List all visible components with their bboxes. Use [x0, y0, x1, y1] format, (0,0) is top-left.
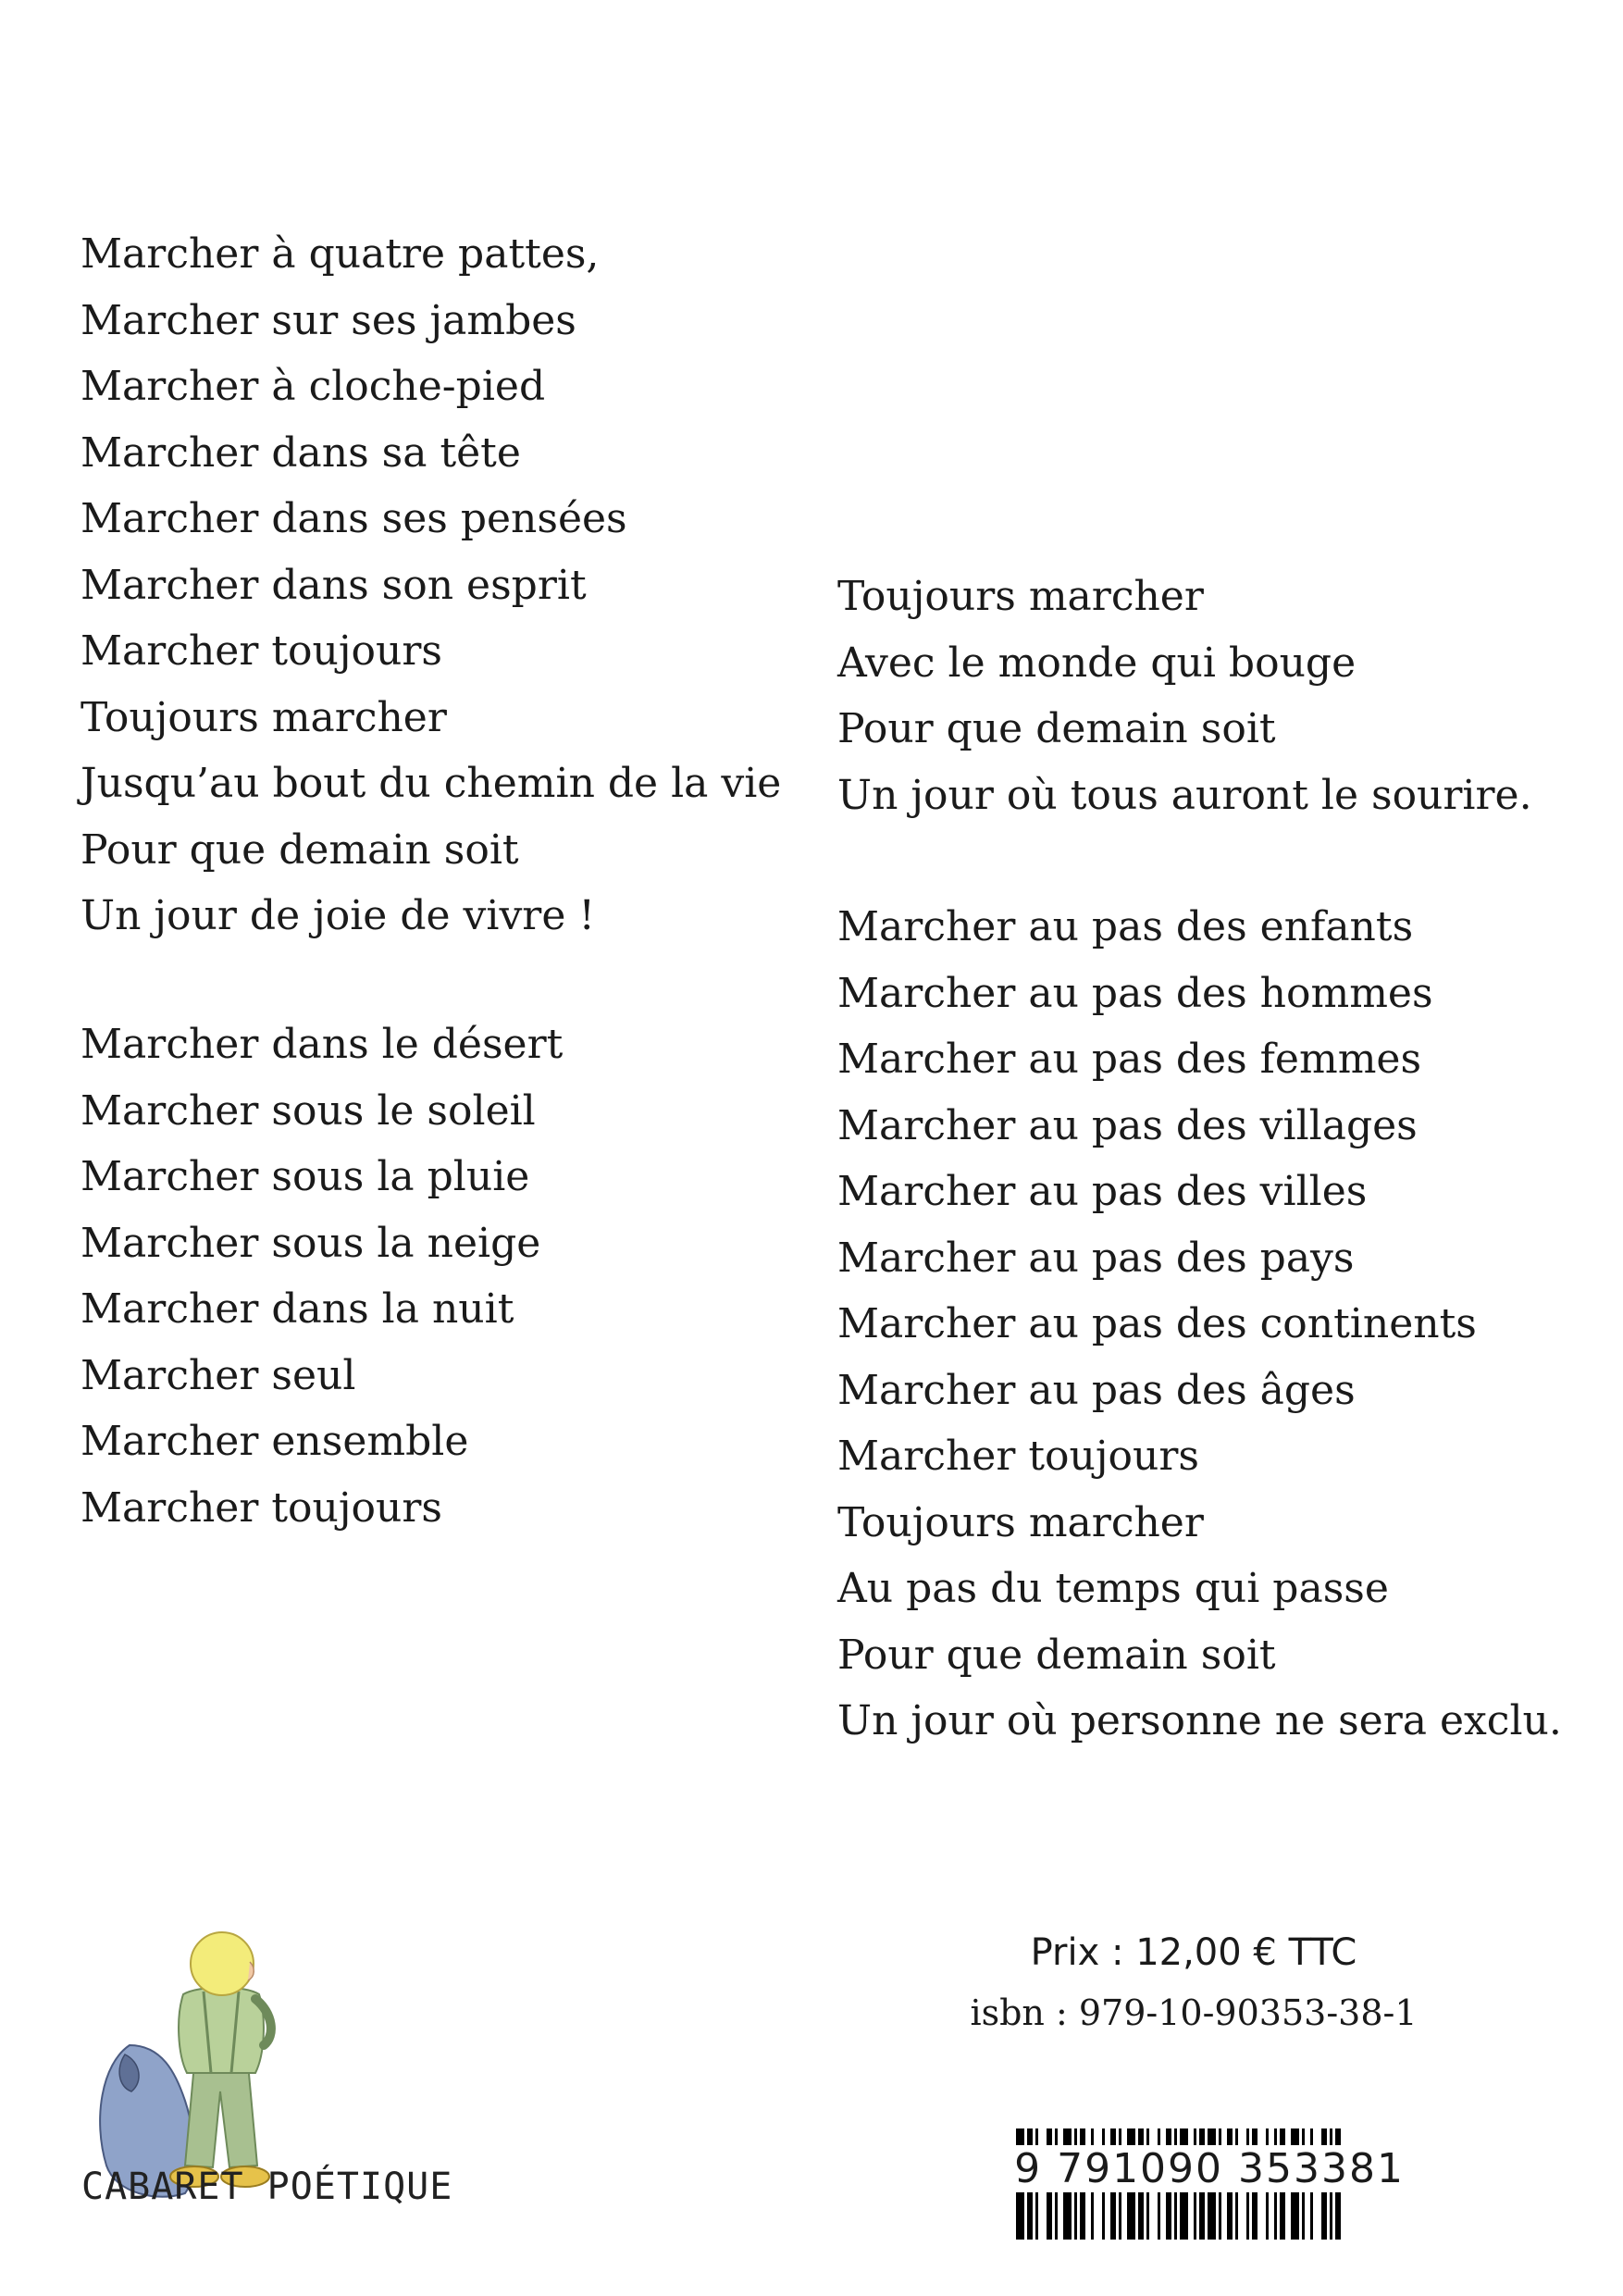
poem-line: Toujours marcher — [837, 1498, 1204, 1546]
stanza-3 — [837, 564, 1532, 828]
poem-line: Marcher seul — [81, 1351, 356, 1399]
publisher-name: CABARET POÉTIQUE — [81, 2166, 453, 2208]
poem-line: Marcher toujours — [81, 627, 442, 675]
barcode-number: 9 791090 353381 — [1014, 2145, 1405, 2192]
poem-line: Pour que demain soit — [837, 705, 1276, 752]
poem-line: Marcher au pas des pays — [837, 1234, 1355, 1282]
poem-line: Marcher au pas des hommes — [837, 969, 1433, 1017]
stanza-4 — [837, 894, 1562, 1755]
price-label: Prix : 12,00 € TTC — [1030, 1931, 1357, 1974]
poem-line: Un jour de joie de vivre ! — [81, 892, 596, 939]
poem-line: Toujours marcher — [837, 573, 1204, 620]
poem-line: Marcher au pas des âges — [837, 1366, 1356, 1414]
poem-line: Marcher dans son esprit — [81, 561, 587, 609]
poem-line: Marcher dans ses pensées — [81, 495, 627, 542]
poem-line: Marcher dans la nuit — [81, 1285, 514, 1333]
poem-line: Marcher au pas des femmes — [837, 1036, 1422, 1083]
stanza-1 — [81, 221, 781, 949]
barcode-digits — [990, 2145, 1406, 2192]
poem-line: Un jour où personne ne sera exclu. — [837, 1697, 1562, 1744]
poem-line: Toujours marcher — [81, 693, 447, 741]
poem-line: Jusqu’au bout du chemin de la vie — [81, 760, 782, 807]
poem-line: Marcher à quatre pattes, — [81, 230, 600, 278]
stanza-2 — [81, 1011, 563, 1541]
poem-line: Marcher sous la pluie — [81, 1153, 530, 1200]
poem-line: Marcher sur ses jambes — [81, 296, 576, 344]
poem-line: Marcher toujours — [81, 1483, 442, 1532]
poem-line: Marcher au pas des villes — [837, 1168, 1368, 1215]
poem-line: Marcher toujours — [837, 1433, 1199, 1480]
poem-line: Marcher à cloche-pied — [81, 363, 546, 410]
poem-line: Marcher dans le désert — [81, 1021, 564, 1068]
isbn-label: isbn : 979-10-90353-38-1 — [970, 1992, 1418, 2033]
poem-line: Marcher au pas des enfants — [837, 903, 1414, 950]
poem-line: Marcher ensemble — [81, 1418, 469, 1465]
poem-line: Marcher au pas des continents — [837, 1300, 1477, 1347]
poem-line: Marcher au pas des villages — [837, 1101, 1418, 1149]
poem-line: Marcher dans sa tête — [81, 428, 521, 477]
poem-line: Marcher sous le soleil — [81, 1086, 536, 1135]
poem-line: Avec le monde qui bouge — [837, 639, 1357, 687]
poem-line: Pour que demain soit — [81, 825, 519, 874]
poem-line: Un jour où tous auront le sourire. — [837, 771, 1532, 819]
poem-line: Marcher sous la neige — [81, 1219, 541, 1267]
poem-line: Au pas du temps qui passe — [837, 1565, 1389, 1612]
poem-line: Pour que demain soit — [837, 1631, 1276, 1679]
